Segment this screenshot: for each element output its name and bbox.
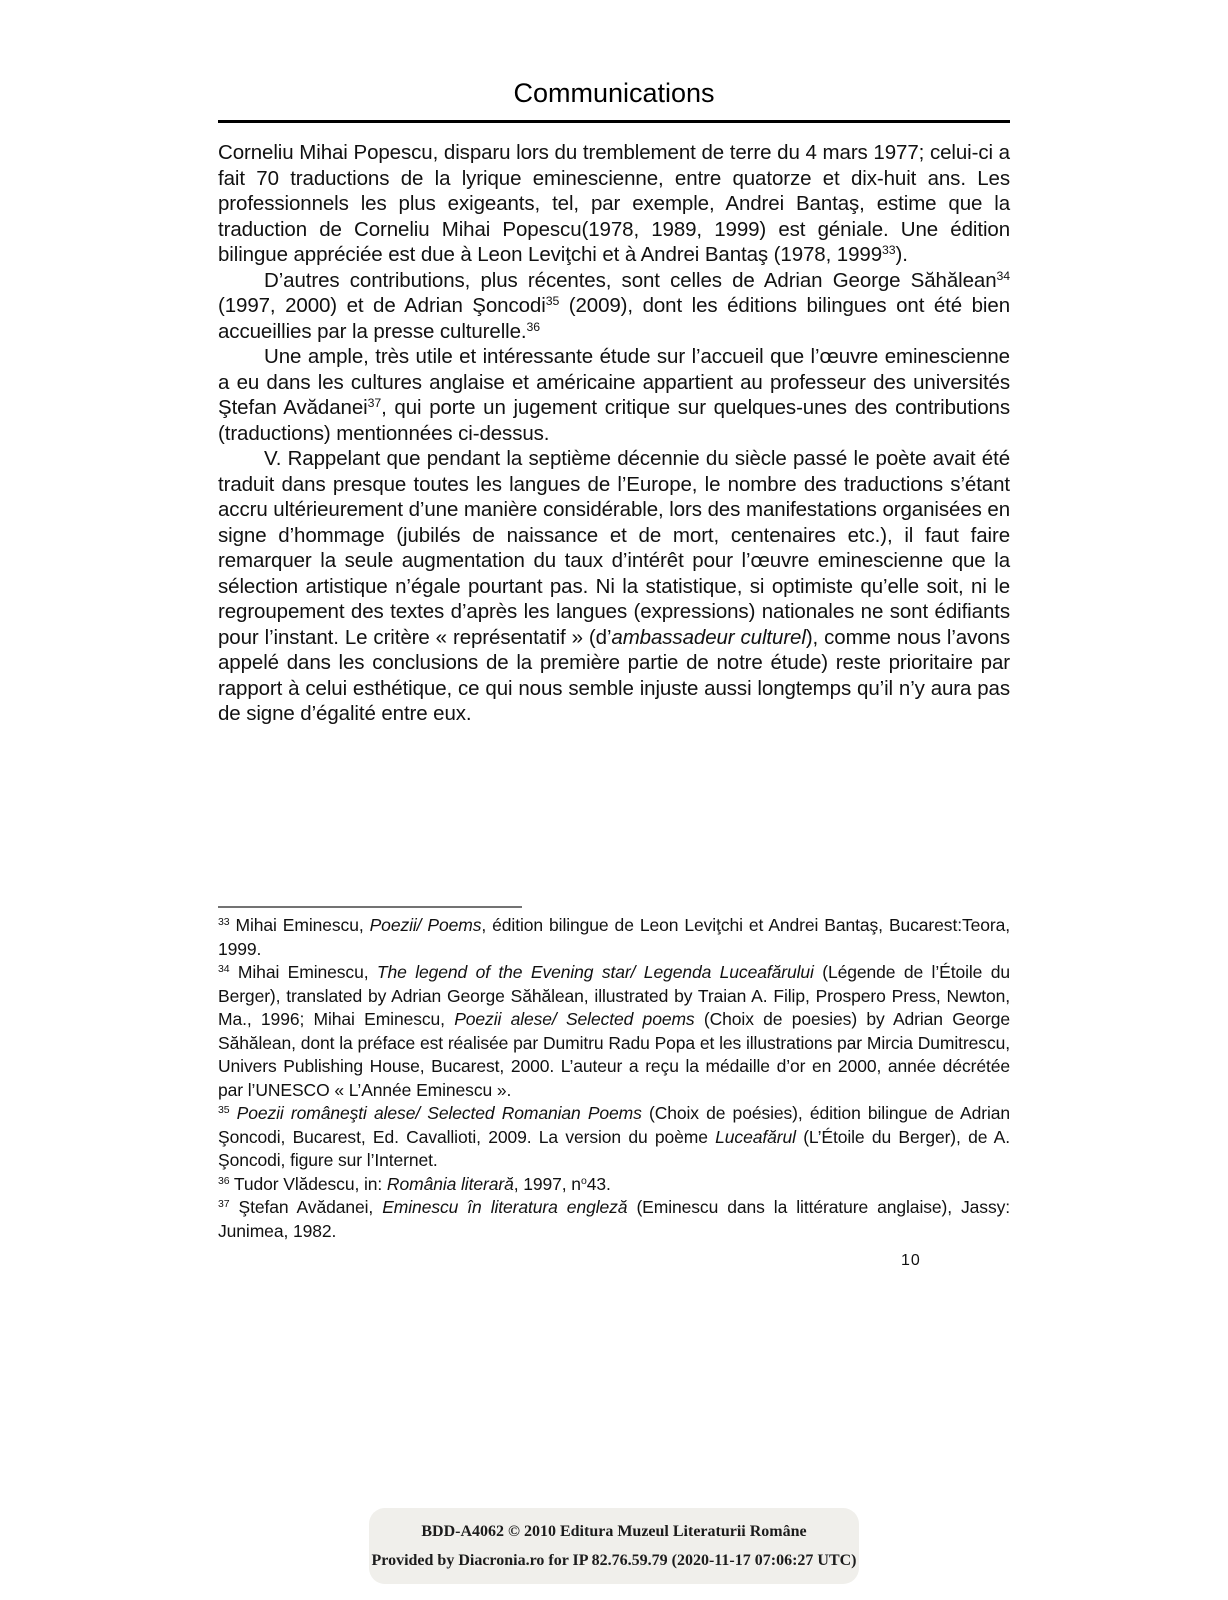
text-segment: (1997, 2000) et de Adrian Şoncodi — [218, 294, 546, 317]
superscript-ref: 36 — [526, 319, 540, 334]
footnote-separator — [218, 906, 522, 908]
footer-copyright-line: BDD-A4062 © 2010 Editura Muzeul Literaturii Române — [421, 1522, 807, 1540]
superscript-ref: 33 — [218, 916, 230, 929]
text-segment: ). — [895, 243, 908, 266]
superscript-ref: 34 — [218, 963, 230, 976]
footnote-35 — [218, 1102, 1010, 1173]
footnote-33 — [218, 914, 1010, 961]
superscript-ref: 37 — [367, 396, 382, 411]
text-segment: Tudor Vlădescu, in: — [229, 1173, 387, 1194]
footnote-34 — [218, 961, 1010, 1102]
text-segment: (Eminescu dans la littérature anglaise), Jassy: Junimea, 1982. — [218, 1197, 1011, 1241]
superscript-ref: 37 — [218, 1198, 230, 1211]
page-number: 10 — [901, 1252, 921, 1269]
superscript-ref: 35 — [545, 294, 560, 309]
text-segment: (Choix de poésies), édition bilingue de Adrian Şoncodi, Bucarest, Ed. Cavallioti, 2009. La version du poème — [218, 1103, 1011, 1147]
body-paragraph-4 — [218, 446, 1010, 727]
text-segment: Mihai Eminescu, — [229, 915, 370, 935]
text-segment: Corneliu Mihai Popescu, disparu lors du tremblement de terre du 4 mars 1977; celui-ci a fait 70 traductions de la lyrique eminescienne, entre quatorze et dix-huit ans. Les professionnels les plus exigeants, tel, par exemple, Andrei Bantaş, estime que la traduction de Corneliu Mihai Popescu(1978, 1989, 1999) est géniale. Une édition bilingue appréciée est due à Leon Leviţchi et à Andrei Bantaş (1978, 1999 — [218, 141, 1010, 266]
text-segment: , édition bilingue de Leon Leviţchi et Andrei Bantaş, Bucarest:Teora, 1999. — [218, 915, 1011, 959]
footnote-36 — [218, 1173, 1010, 1197]
body-paragraph-1 — [218, 140, 1010, 268]
superscript-ref: 34 — [996, 268, 1010, 283]
text-segment: (L’Étoile du Berger), de A. Şoncodi, figure sur l’Internet. — [218, 1126, 1011, 1170]
text-segment: V. Rappelant que pendant la septième décennie du siècle passé le poète avait été traduit dans presque toutes les langues de l’Europe, le nombre des traductions s’étant accru ultérieurement d’une manière considérable, lors des manifestations organisées en signe d’hommage (jubilés de naissance et de mort, centenaires etc.), il faut faire remarquer la seule augmentation du taux d’intérêt pour l’œuvre eminescienne que la sélection artistique n’égale pourtant pas. Ni la statistique, si optimiste qu’elle soit, ni le regroupement des textes d’après les langues (expressions) nationales ne sont édifiants pour l’instant. Le critère « représentatif » (d’ — [218, 447, 1010, 649]
body-text — [218, 140, 1010, 727]
italic-text-segment: Poezii alese/ Selected poems — [454, 1009, 695, 1029]
superscript-ref: 33 — [882, 243, 896, 258]
italic-text-segment: Eminescu în literatura engleză — [382, 1197, 628, 1217]
italic-text-segment: ambassadeur culturel — [611, 625, 806, 649]
page-header-title: Communications — [513, 78, 715, 108]
text-segment: , qui porte un jugement critique sur quelques-unes des contributions (traductions) mentionnées ci-dessus. — [218, 396, 1010, 445]
italic-text-segment: The legend of the Evening star/ Legenda Luceafărului — [376, 962, 814, 982]
footnotes-block — [218, 914, 1010, 1243]
text-segment: (Légende de l’Étoile du Berger), translated by Adrian George Săhălean, illustrated by Traian A. Filip, Prospero Press, Newton, Ma., 1996; Mihai Eminescu, — [218, 962, 1010, 1029]
text-segment: 43. — [586, 1173, 611, 1194]
text-segment: D’autres contributions, plus récentes, sont celles de Adrian George Săhălean — [264, 268, 997, 292]
text-segment: (Choix de poesies) by Adrian George Săhălean, dont la préface est réalisée par Dumitru Radu Popa et les illustrations par Mircia Dumitrescu, Univers Publishing House, Bucarest, 2000. L’auteur a reçu la médaille d’or en 2000, année décrétée par l’UNESCO « L’Année Eminescu ». — [218, 1009, 1011, 1100]
superscript-ref: o — [580, 1174, 587, 1187]
italic-text-segment: România literară — [386, 1173, 514, 1194]
text-segment: Ştefan Avădanei, — [229, 1197, 383, 1217]
text-segment: Une ample, très utile et intéressante étude sur l’accueil que l’œuvre eminescienne a eu dans les cultures anglaise et américaine appartient au professeur des universités Ştefan Avădanei — [218, 345, 1010, 419]
italic-text-segment: Poezii româneşti alese/ Selected Romanian Poems — [236, 1103, 642, 1123]
text-segment: ), comme nous l’avons appelé dans les conclusions de la première partie de notre étude) reste prioritaire par rapport à celui esthétique, ce qui nous semble injuste aussi longtemps qu’il n’y aura pas de signe d’égalité entre eux. — [218, 625, 1010, 725]
text-segment: Mihai Eminescu, — [229, 962, 377, 982]
text-segment: (2009), dont les éditions bilingues ont été bien accueillies par la presse culturelle. — [218, 294, 1010, 343]
italic-text-segment: Poezii/ Poems — [369, 915, 482, 935]
footer-stamp — [369, 1508, 859, 1584]
footer-provider-line: Provided by Diacronia.ro for IP 82.76.59.79 (2020-11-17 07:06:27 UTC) — [371, 1551, 857, 1569]
body-paragraph-2 — [218, 268, 1010, 345]
text-segment: , 1997, n — [513, 1173, 581, 1194]
footnote-37 — [218, 1196, 1010, 1243]
superscript-ref: 36 — [218, 1174, 230, 1187]
italic-text-segment: Luceafărul — [715, 1126, 796, 1147]
text-segment — [229, 1103, 236, 1123]
body-paragraph-3 — [218, 344, 1010, 446]
superscript-ref: 35 — [218, 1104, 230, 1117]
header-rule — [218, 120, 1010, 123]
